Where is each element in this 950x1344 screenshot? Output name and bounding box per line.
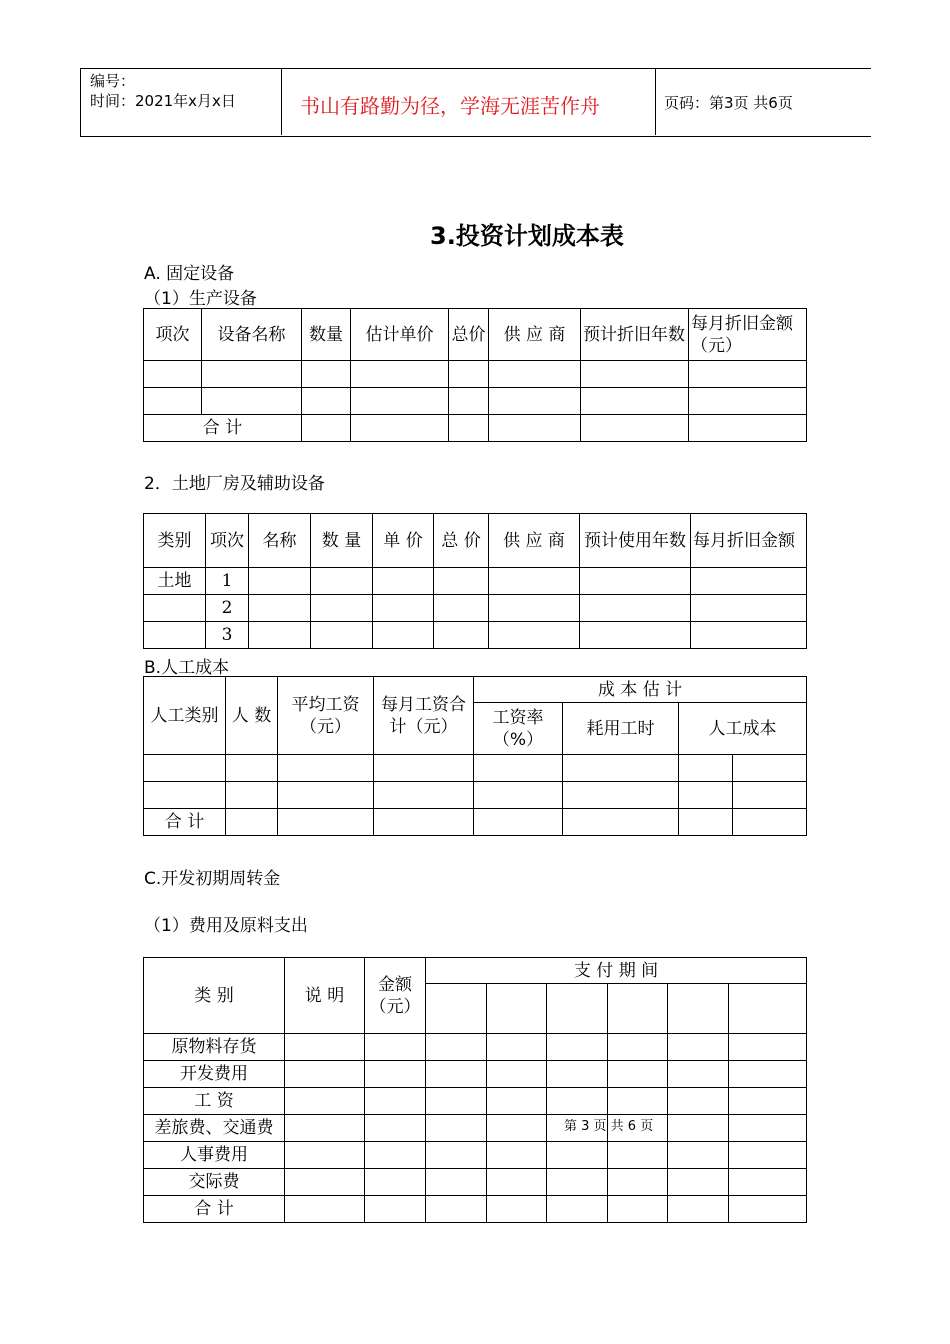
table-row: [144, 568, 807, 595]
header-divider-2: [655, 68, 656, 135]
table-row: [144, 782, 807, 809]
col-header: 项次: [144, 309, 202, 361]
sub-header: 人工成本: [679, 703, 807, 755]
table-row: [144, 1061, 807, 1088]
section-a-sub2: 2．土地厂房及辅助设备: [144, 474, 325, 494]
table-row: [144, 595, 807, 622]
group-header: 支 付 期 间: [426, 958, 807, 984]
section-c-label: C.开发初期周转金: [144, 869, 281, 889]
table-row: [144, 809, 807, 836]
row-label: 工 资: [144, 1088, 285, 1115]
table-row: [144, 1034, 807, 1061]
row-label: 交际费: [144, 1169, 285, 1196]
item-number: 2: [206, 595, 249, 622]
col-header: 金额（元）: [365, 958, 426, 1034]
col-header: 人工类别: [144, 677, 226, 755]
page-title: 3.投资计划成本表: [430, 222, 624, 250]
table-row: [144, 1088, 807, 1115]
section-c-sub1: （1）费用及原料支出: [144, 916, 308, 936]
row-label: 开发费用: [144, 1061, 285, 1088]
table-row: [144, 622, 807, 649]
header-time: 时间：2021年x月x日: [90, 92, 236, 110]
col-header: 类 别: [144, 958, 285, 1034]
col-header: 平均工资（元）: [278, 677, 374, 755]
header-divider-1: [281, 68, 282, 135]
row-label: 原物料存货: [144, 1034, 285, 1061]
col-header: 预计使用年数: [580, 514, 691, 568]
row-label: 人事费用: [144, 1142, 285, 1169]
col-header: 供 应 商: [489, 309, 581, 361]
col-header: 预计折旧年数: [581, 309, 689, 361]
sub-header: 耗用工时: [563, 703, 679, 755]
sub-header: 工资率（%）: [474, 703, 563, 755]
group-header: 成 本 估 计: [474, 677, 807, 703]
labor-cost-table: [143, 676, 807, 836]
header-page: 页码：第3页 共6页: [664, 94, 793, 112]
col-header: 数量: [302, 309, 351, 361]
col-header: 类别: [144, 514, 206, 568]
total-label: 合 计: [144, 809, 226, 836]
col-header: 设备名称: [202, 309, 302, 361]
col-header: 项次: [206, 514, 249, 568]
header-motto: 书山有路勤为径，学海无涯苦作舟: [300, 94, 600, 118]
table-row: [144, 755, 807, 782]
col-header: 每月折旧金额（元）: [689, 309, 807, 361]
table-row: [144, 1196, 807, 1223]
table-row: [144, 415, 807, 442]
header-code: 编号：: [90, 72, 136, 90]
item-number: 1: [206, 568, 249, 595]
col-header: 说 明: [285, 958, 365, 1034]
col-header: 估计单价: [351, 309, 449, 361]
col-header: 数 量: [311, 514, 373, 568]
table-row: [144, 1115, 807, 1142]
section-a-label: A. 固定设备: [144, 264, 235, 284]
working-capital-table: [143, 957, 807, 1223]
table-row: [144, 361, 807, 388]
col-header: 总 价: [434, 514, 489, 568]
col-header: 每月折旧金额: [691, 514, 807, 568]
col-header: 人 数: [226, 677, 278, 755]
table-row: [144, 1169, 807, 1196]
footer-page-number: 第 3 页 共 6 页: [564, 1119, 654, 1134]
col-header: 每月工资合计（元）: [374, 677, 474, 755]
col-header: 供 应 商: [489, 514, 580, 568]
col-header: 单 价: [373, 514, 434, 568]
land-buildings-table: [143, 513, 807, 649]
col-header: 名称: [249, 514, 311, 568]
production-equipment-table: [143, 308, 807, 442]
row-label: 差旅费、交通费: [144, 1115, 285, 1142]
land-label: 土地: [144, 568, 206, 595]
col-header: 总价: [449, 309, 489, 361]
row-label: 合 计: [144, 1196, 285, 1223]
table-row: [144, 1142, 807, 1169]
total-label: 合 计: [144, 415, 302, 442]
section-b-label: B.人工成本: [144, 658, 230, 678]
section-a-sub1: （1）生产设备: [144, 289, 257, 309]
item-number: 3: [206, 622, 249, 649]
table-row: [144, 388, 807, 415]
